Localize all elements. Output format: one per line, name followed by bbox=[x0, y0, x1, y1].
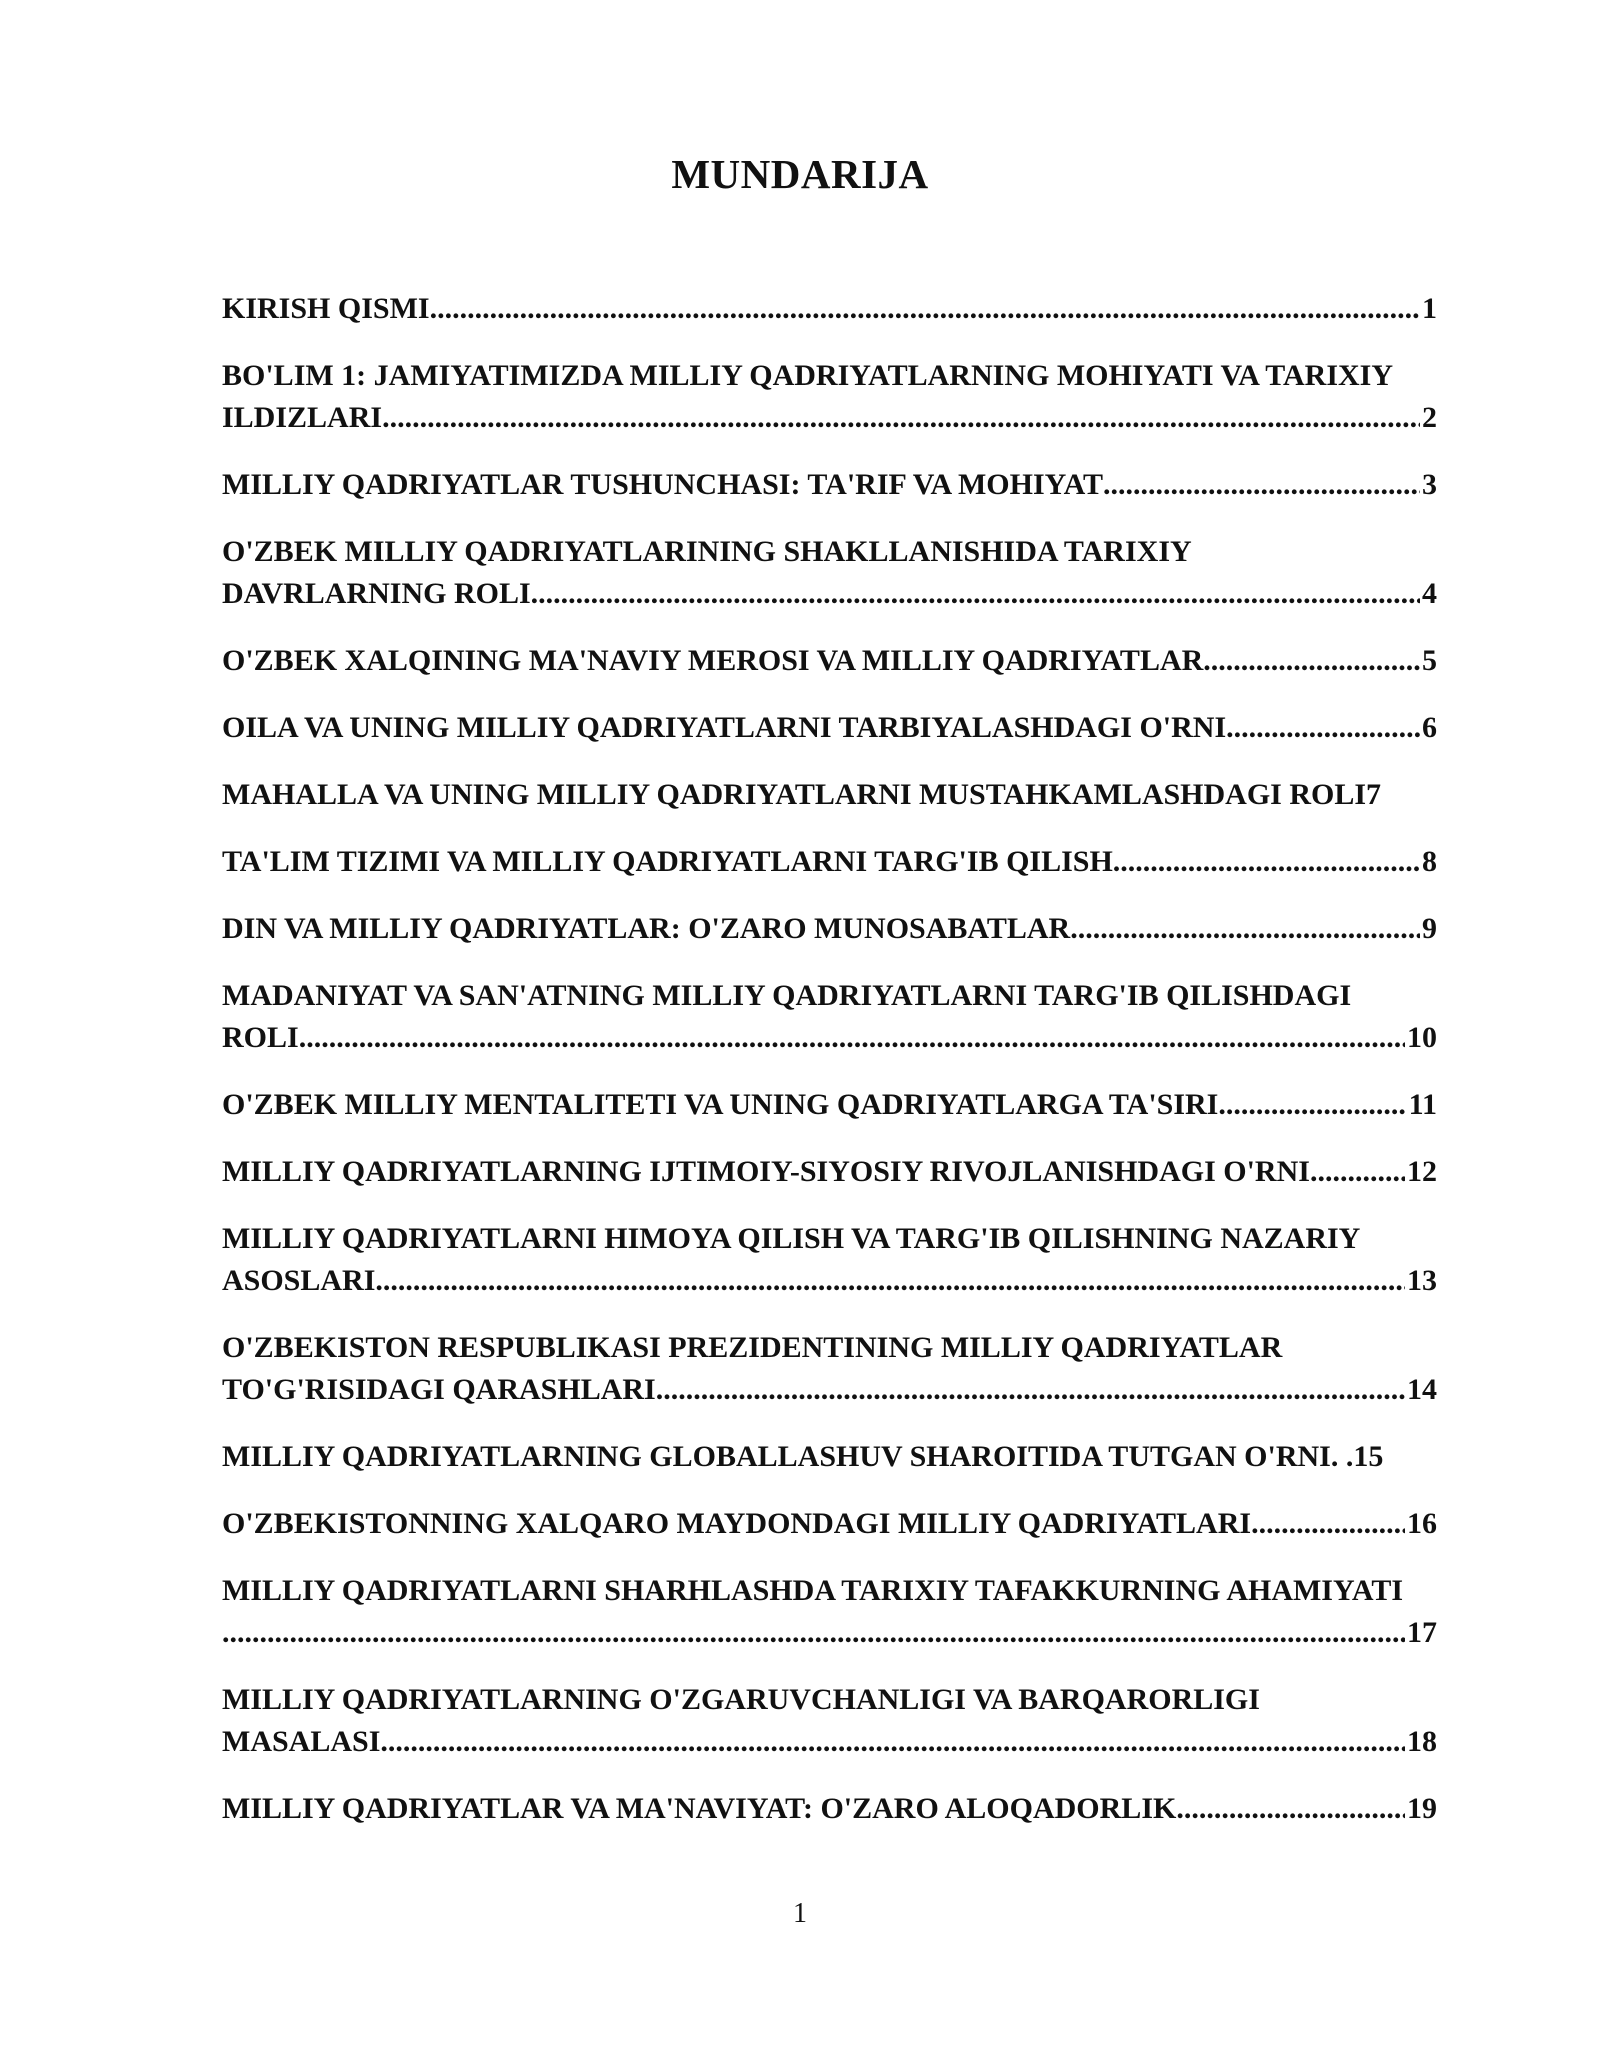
toc-page-number: 1 bbox=[1422, 292, 1437, 325]
toc-entry[interactable] bbox=[222, 908, 1457, 950]
toc-page-number: 18 bbox=[1407, 1725, 1437, 1758]
dot-leader bbox=[1176, 1788, 1405, 1830]
dot-leader bbox=[1218, 1084, 1406, 1126]
toc-page-number: 12 bbox=[1407, 1155, 1437, 1188]
toc-entry[interactable] bbox=[222, 1436, 1457, 1478]
toc-page-number: 9 bbox=[1422, 912, 1437, 945]
dot-leader bbox=[222, 1612, 1405, 1654]
dot-leader bbox=[1226, 707, 1420, 749]
toc-entry[interactable] bbox=[222, 1218, 1457, 1302]
toc-page-number: 4 bbox=[1422, 577, 1437, 610]
page-title: MUNDARIJA bbox=[671, 151, 929, 197]
footer-page-number: 1 bbox=[793, 1898, 807, 1929]
toc-entry[interactable] bbox=[222, 1327, 1457, 1411]
dot-leader bbox=[382, 397, 1420, 439]
toc-page-number: 10 bbox=[1407, 1021, 1437, 1054]
toc-entry-title-line1: MILLIY QADRIYATLARNI SHARHLASHDA TARIXIY TAFAKKURNING AHAMIYATI bbox=[222, 1574, 1404, 1607]
toc-entry[interactable] bbox=[222, 355, 1457, 439]
toc-page-number: 14 bbox=[1407, 1373, 1437, 1406]
dot-leader bbox=[656, 1369, 1405, 1411]
dot-leader bbox=[1310, 1151, 1405, 1193]
dot-leader: . bbox=[1345, 1440, 1354, 1473]
toc-entry[interactable] bbox=[222, 640, 1457, 682]
toc-entry[interactable] bbox=[222, 841, 1457, 883]
toc-entry[interactable] bbox=[222, 1679, 1457, 1763]
toc-entry-title: MILLIY QADRIYATLAR VA MA'NAVIYAT: O'ZARO ALOQADORLIK bbox=[222, 1792, 1177, 1825]
dot-leader bbox=[531, 573, 1420, 615]
toc-entry[interactable] bbox=[222, 1503, 1457, 1545]
toc-page-number: 19 bbox=[1407, 1792, 1437, 1825]
toc-entry[interactable] bbox=[222, 1570, 1457, 1654]
dot-leader bbox=[380, 1721, 1405, 1763]
toc-page-number: 8 bbox=[1422, 845, 1437, 878]
toc-page-number: 3 bbox=[1422, 468, 1437, 501]
dot-leader bbox=[1113, 841, 1420, 883]
toc-entry[interactable] bbox=[222, 975, 1457, 1059]
toc-entry-title: O'ZBEK MILLIY MENTALITETI VA UNING QADRIYATLARGA TA'SIRI bbox=[222, 1088, 1219, 1121]
toc-entry[interactable] bbox=[222, 288, 1457, 330]
toc-page-number: 2 bbox=[1422, 401, 1437, 434]
toc-page-number: 5 bbox=[1422, 644, 1437, 677]
toc-entry-title-line1: BO'LIM 1: JAMIYATIMIZDA MILLIY QADRIYATLARNING MOHIYATI VA TARIXIY bbox=[222, 359, 1394, 392]
toc-entry[interactable] bbox=[222, 1151, 1457, 1193]
table-of-contents bbox=[222, 288, 1457, 1855]
toc-entry-title: TO'G'RISIDAGI QARASHLARI bbox=[222, 1373, 656, 1406]
toc-entry-title: ASOSLARI bbox=[222, 1264, 376, 1297]
toc-entry-title: ILDIZLARI bbox=[222, 401, 383, 434]
toc-entry-title: TA'LIM TIZIMI VA MILLIY QADRIYATLARNI TARG'IB QILISH bbox=[222, 845, 1113, 878]
toc-entry[interactable] bbox=[222, 531, 1457, 615]
toc-entry-title: DIN VA MILLIY QADRIYATLAR: O'ZARO MUNOSABATLAR bbox=[222, 912, 1071, 945]
toc-entry-title-line1: MADANIYAT VA SAN'ATNING MILLIY QADRIYATLARNI TARG'IB QILISHDAGI bbox=[222, 979, 1352, 1012]
dot-leader bbox=[1103, 464, 1420, 506]
toc-entry-title: MILLIY QADRIYATLARNING GLOBALLASHUV SHAROITIDA TUTGAN O'RNI. bbox=[222, 1440, 1346, 1473]
toc-entry-title: ROLI bbox=[222, 1021, 299, 1054]
toc-entry[interactable] bbox=[222, 1084, 1457, 1126]
toc-entry-title: DAVRLARNING ROLI bbox=[222, 577, 531, 610]
dot-leader bbox=[1070, 908, 1420, 950]
toc-entry[interactable] bbox=[222, 464, 1457, 506]
toc-entry-title-line1: MILLIY QADRIYATLARNI HIMOYA QILISH VA TARG'IB QILISHNING NAZARIY bbox=[222, 1222, 1361, 1255]
toc-page-number: 7 bbox=[1366, 778, 1382, 811]
toc-entry-title-line1: MILLIY QADRIYATLARNING O'ZGARUVCHANLIGI VA BARQARORLIGI bbox=[222, 1683, 1260, 1716]
toc-entry[interactable] bbox=[222, 707, 1457, 749]
toc-page-number: 15 bbox=[1353, 1440, 1384, 1473]
dot-leader bbox=[430, 288, 1420, 330]
toc-page-number: 13 bbox=[1407, 1264, 1437, 1297]
toc-entry-title-line1: O'ZBEKISTON RESPUBLIKASI PREZIDENTINING MILLIY QADRIYATLAR bbox=[222, 1331, 1283, 1364]
toc-entry[interactable] bbox=[222, 774, 1457, 816]
toc-entry-title: OILA VA UNING MILLIY QADRIYATLARNI TARBIYALASHDAGI O'RNI bbox=[222, 711, 1227, 744]
dot-leader bbox=[299, 1017, 1405, 1059]
toc-page-number: 16 bbox=[1407, 1507, 1437, 1540]
toc-entry-title: MILLIY QADRIYATLARNING IJTIMOIY-SIYOSIY RIVOJLANISHDAGI O'RNI bbox=[222, 1155, 1310, 1188]
dot-leader bbox=[1251, 1503, 1405, 1545]
toc-entry-title: MILLIY QADRIYATLAR TUSHUNCHASI: TA'RIF VA MOHIYAT bbox=[222, 468, 1104, 501]
toc-entry-title: O'ZBEKISTONNING XALQARO MAYDONDAGI MILLIY QADRIYATLARI bbox=[222, 1507, 1252, 1540]
dot-leader bbox=[375, 1260, 1405, 1302]
toc-page-number: 17 bbox=[1407, 1616, 1437, 1649]
toc-page-number: 6 bbox=[1422, 711, 1437, 744]
toc-entry-title: O'ZBEK XALQINING MA'NAVIY MEROSI VA MILLIY QADRIYATLAR bbox=[222, 644, 1204, 677]
dot-leader bbox=[1203, 640, 1420, 682]
toc-page-number: 11 bbox=[1408, 1088, 1437, 1121]
toc-entry-title: KIRISH QISMI bbox=[222, 292, 430, 325]
toc-entry-title-line1: O'ZBEK MILLIY QADRIYATLARINING SHAKLLANISHIDA TARIXIY bbox=[222, 535, 1192, 568]
toc-entry-title: MASALASI bbox=[222, 1725, 381, 1758]
toc-entry[interactable] bbox=[222, 1788, 1457, 1830]
toc-entry-title: MAHALLA VA UNING MILLIY QADRIYATLARNI MUSTAHKAMLASHDAGI ROLI bbox=[222, 778, 1367, 811]
